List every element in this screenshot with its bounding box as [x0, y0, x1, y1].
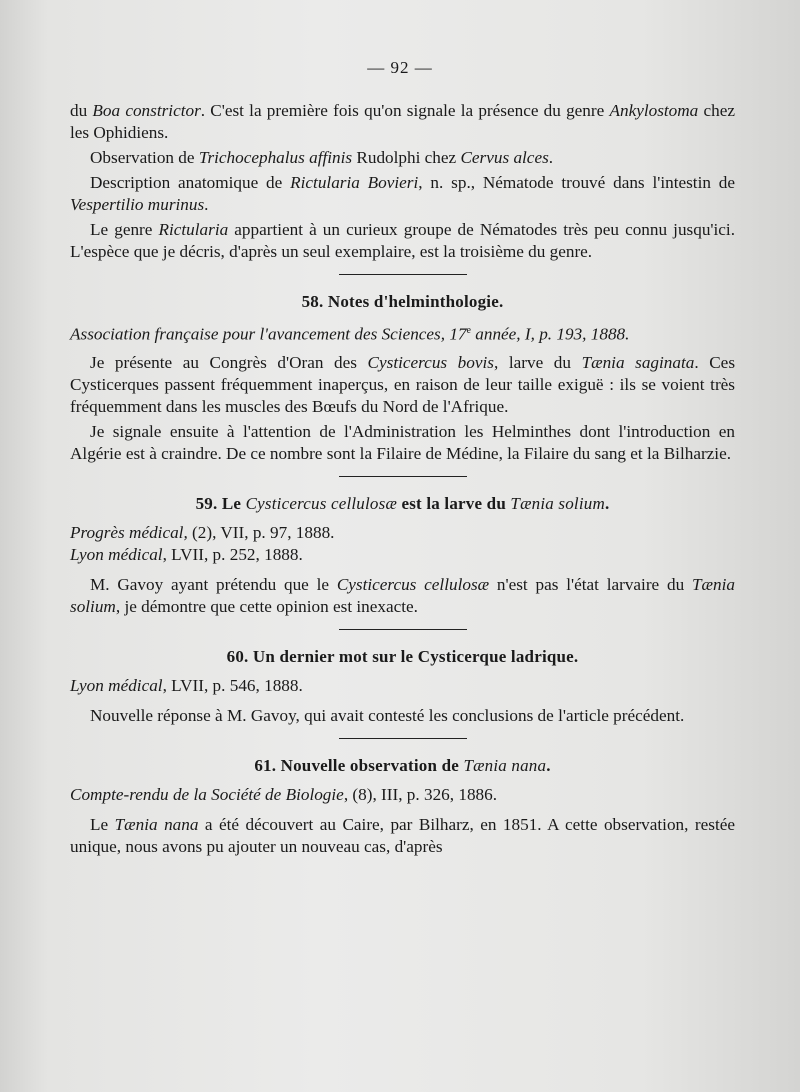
section-59-source-1: Progrès médical, (2), VII, p. 97, 1888. [70, 522, 335, 542]
section-divider [339, 274, 467, 275]
section-60-source: Lyon médical, LVII, p. 546, 1888. [70, 675, 303, 695]
intro-paragraph-2: Observation de Trichocephalus affinis Rudolphi chez Cervus alces. [90, 148, 554, 167]
page-number: — 92 — [367, 58, 433, 77]
section-divider [339, 629, 467, 630]
section-59-title: 59. Le Cysticercus cellulosæ est la larve du Tænia solium. [195, 493, 610, 513]
section-58-source: Association française pour l'avancement des Sciences, 17e année, I, p. 193, 1888. [70, 324, 630, 344]
section-58-paragraph-2: Je signale ensuite à l'attention de l'Administration les Helminthes dont l'introduction en Algérie est à craindre. De ce nombre sont la Filaire de Médine, la Filaire du sang et la Bilharzie. [70, 421, 735, 463]
section-61-title: 61. Nouvelle observation de Tænia nana. [254, 755, 551, 775]
section-divider [339, 738, 467, 739]
section-58-title: 58. Notes d'helminthologie. [301, 292, 504, 311]
section-59-source-2: Lyon médical, LVII, p. 252, 1888. [70, 544, 303, 564]
section-60-paragraph-1: Nouvelle réponse à M. Gavoy, qui avait contesté les conclusions de l'article précédent. [90, 705, 685, 725]
section-59-paragraph-1: M. Gavoy ayant prétendu que le Cysticercus cellulosæ n'est pas l'état larvaire du Tænia solium, je démontre que cette opinion est inexacte. [70, 574, 735, 616]
intro-paragraph-3: Description anatomique de Rictularia Bovieri, n. sp., Nématode trouvé dans l'intestin de Vespertilio murinus. [70, 173, 736, 214]
intro-paragraph-4: Le genre Rictularia appartient à un curieux groupe de Nématodes très peu connu jusqu'ici. L'espèce que je décris, d'après un seul exemplaire, est la troisième du genre. [70, 220, 735, 261]
section-58-paragraph-1: Je présente au Congrès d'Oran des Cysticercus bovis, larve du Tænia saginata. Ces Cysticerques passent fréquemment inaperçus, en raison de leur taille exiguë : ils se voient très fréquemment dans les muscles des Bœufs du Nord de l'Afrique. [70, 352, 736, 416]
section-61-paragraph-1: Le Tænia nana a été découvert au Caire, par Bilharz, en 1851. A cette observation, restée unique, nous avons pu ajouter un nouveau cas, d'après [70, 814, 735, 856]
section-60-title: 60. Un dernier mot sur le Cysticerque ladrique. [226, 646, 579, 666]
section-61-source: Compte-rendu de la Société de Biologie, (8), III, p. 326, 1886. [70, 784, 498, 804]
section-divider [339, 476, 467, 477]
intro-paragraph-1: du Boa constrictor. C'est la première fois qu'on signale la présence du genre Ankylostoma chez les Ophidiens. [70, 101, 735, 142]
page-body [70, 100, 735, 858]
